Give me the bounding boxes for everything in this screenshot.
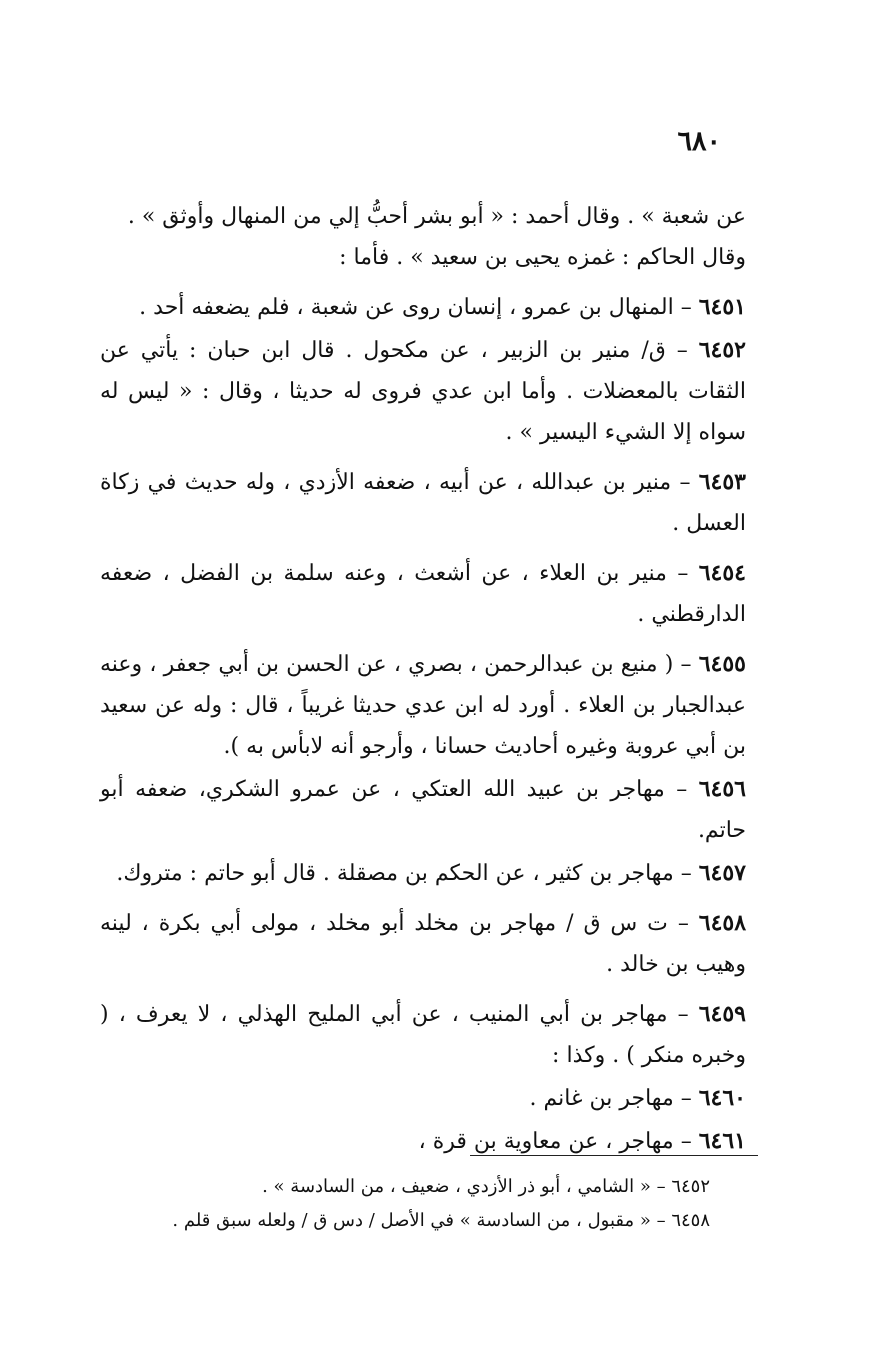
entry-6455 (100, 644, 746, 767)
entry-text: ق/ منير بن الزبير ، عن مكحول . قال ابن حبان : يأتي عن الثقات بالمعضلات . وأما ابن عدي فروى له حديثا ، وقال : « ليس له سواه إلا الشيء اليسير » . (100, 338, 746, 445)
entry-number: ٦٤٥٣ (698, 469, 746, 495)
footnote-6458 (100, 1204, 710, 1238)
footnote-text: « الشامي ، أبو ذر الأزدي ، ضعيف ، من السادسة » . (262, 1176, 651, 1197)
entry-dash: – (680, 295, 692, 320)
entry-number: ٦٤٥٤ (698, 560, 746, 586)
entry-text: ( منيع بن عبدالرحمن ، بصري ، عن الحسن بن أبي جعفر ، وعنه عبدالجبار بن العلاء . أورد له ابن عدي حديثا غريباً ، قال : وله عن سعيد بن أبي عروبة وغيره أحاديث حسانا ، وأرجو أنه لابأس به ). (100, 652, 746, 759)
entry-dash: – (676, 338, 688, 363)
entry-text: مهاجر بن كثير ، عن الحكم بن مصقلة . قال أبو حاتم : متروك. (116, 861, 674, 886)
entry-dash: – (679, 470, 691, 495)
entry-6452 (100, 330, 746, 453)
entry-number: ٦٤٥٢ (698, 337, 746, 363)
intro-line: وقال الحاكم : غمزه يحيى بن سعيد » . فأما : (339, 245, 746, 270)
entry-dash: – (680, 861, 692, 886)
entry-number: ٦٤٥٧ (698, 860, 746, 886)
entry-6453 (100, 462, 746, 544)
entry-text: منير بن عبدالله ، عن أبيه ، ضعفه الأزدي ، وله حديث في زكاة العسل . (100, 470, 746, 536)
entry-number: ٦٤٦١ (698, 1128, 746, 1154)
entry-number: ٦٤٥١ (698, 294, 746, 320)
entry-dash: – (677, 911, 689, 936)
footnote-dash: – (656, 1176, 666, 1197)
entry-text: منير بن العلاء ، عن أشعث ، وعنه سلمة بن الفضل ، ضعفه الدارقطني . (100, 561, 746, 627)
entry-number: ٦٤٥٥ (698, 651, 746, 677)
entry-text: المنهال بن عمرو ، إنسان روى عن شعبة ، فلم يضعفه أحد . (139, 295, 674, 320)
footnotes (100, 1170, 710, 1238)
entry-6458 (100, 903, 746, 985)
footnote-6452 (100, 1170, 710, 1204)
page-number: ٦٨٠ (677, 126, 721, 157)
entry-number: ٦٤٥٦ (698, 776, 746, 802)
entry-number: ٦٤٥٨ (698, 910, 747, 936)
main-text (100, 196, 746, 1162)
footnote-dash: – (656, 1210, 666, 1231)
entry-dash: – (677, 1002, 689, 1027)
entry-6456 (100, 769, 746, 851)
footnote-divider (470, 1155, 758, 1156)
entry-dash: – (680, 1129, 692, 1154)
entry-dash: – (676, 777, 688, 802)
entry-number: ٦٤٥٩ (698, 1001, 746, 1027)
entry-dash: – (677, 561, 689, 586)
footnote-number: ٦٤٥٨ (671, 1210, 710, 1231)
entry-6457 (100, 853, 746, 894)
entry-text: مهاجر بن عبيد الله العتكي ، عن عمرو الشكري، ضعفه أبو حاتم. (100, 777, 746, 843)
entry-text: مهاجر بن أبي المنيب ، عن أبي المليح الهذلي ، لا يعرف ، ( وخبره منكر ) . وكذا : (100, 1002, 746, 1068)
entry-6454 (100, 553, 746, 635)
entry-dash: – (680, 1086, 692, 1111)
entry-6459 (100, 994, 746, 1076)
intro-line: عن شعبة » . وقال أحمد : « أبو بشر أحبُّ إلي من المنهال وأوثق » . (127, 204, 746, 229)
entry-6460 (100, 1078, 746, 1119)
entry-6451 (100, 287, 746, 328)
entry-text: ت س ق / مهاجر بن مخلد أبو مخلد ، مولى أبي بكرة ، لينه وهيب بن خالد . (100, 911, 746, 977)
entry-text: مهاجر بن غانم . (529, 1086, 674, 1111)
entry-number: ٦٤٦٠ (698, 1085, 746, 1111)
entry-text: مهاجر ، عن معاوية بن قرة ، (418, 1129, 674, 1154)
footnote-number: ٦٤٥٢ (671, 1176, 710, 1197)
entry-dash: – (680, 652, 692, 677)
footnote-text: « مقبول ، من السادسة » في الأصل / دس ق / ولعله سبق قلم . (172, 1210, 651, 1231)
